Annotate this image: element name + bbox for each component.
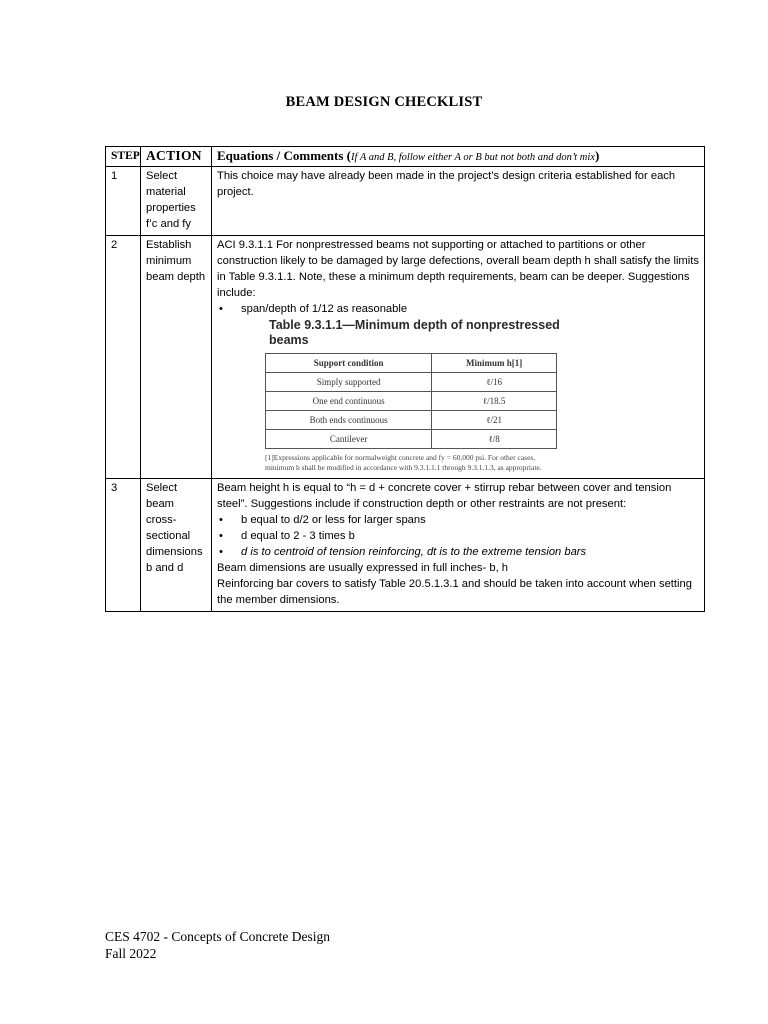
comment-text: Beam height h is equal to “h = d + concrete cover + stirrup rebar between cover and tension steel”. Suggestions include if construction depth or other restraints are not present: xyxy=(217,482,672,510)
minimum-h-header: Minimum h[1] xyxy=(432,354,557,373)
comment-text: Beam dimensions are usually expressed in full inches- b, h xyxy=(217,562,509,574)
table-row xyxy=(106,167,705,236)
step-cell: 2 xyxy=(106,236,141,479)
table-row xyxy=(106,479,705,612)
suggestion-list xyxy=(217,512,699,560)
table-row xyxy=(106,236,705,479)
figure-footnote: [1]Expressions applicable for normalweight concrete and fy = 60,000 psi. For other cases, minimum h shall be modified in accordance with 9.3.1.1.1 through 9.3.1.1.3, as appropriate. xyxy=(265,453,542,472)
minimum-depth: ℓ/18.5 xyxy=(432,392,557,411)
comment-cell xyxy=(212,479,705,612)
action-header: ACTION xyxy=(141,147,212,167)
figure-row xyxy=(266,392,557,411)
min-depth-table xyxy=(265,353,557,449)
step-header: STEP xyxy=(106,147,141,167)
support-condition: Simply supported xyxy=(266,373,432,392)
list-item: • span/depth of 1/12 as reasonable xyxy=(217,301,699,317)
page-footer xyxy=(105,928,330,962)
equations-header: Equations / Comments (If A and B, follow either A or B but not both and don’t mix) xyxy=(212,147,705,167)
figure-row xyxy=(266,411,557,430)
term: Fall 2022 xyxy=(105,946,157,961)
minimum-depth: ℓ/16 xyxy=(432,373,557,392)
list-item: • d equal to 2 - 3 times b xyxy=(217,528,699,544)
comment-cell xyxy=(212,236,705,479)
step-cell: 3 xyxy=(106,479,141,612)
min-depth-figure xyxy=(265,318,575,473)
figure-row xyxy=(266,430,557,449)
action-cell: Select material properties f’c and fy xyxy=(141,167,212,236)
comment-text: ACI 9.3.1.1 For nonprestressed beams not supporting or attached to partitions or other construction likely to be damaged by large defections, overall beam depth h shall satisfy the limits in Table 9.3.1.1. Note, these a minimum depth requirements, beam can be deeper. Suggestions include: xyxy=(217,239,699,299)
support-condition-header: Support condition xyxy=(266,354,432,373)
comment-cell: This choice may have already been made in the project’s design criteria established for each project. xyxy=(212,167,705,236)
comment-text: Reinforcing bar covers to satisfy Table 20.5.1.3.1 and should be taken into account when setting the member dimensions. xyxy=(217,578,692,606)
suggestion-list xyxy=(217,301,699,317)
header-row xyxy=(106,147,705,167)
equations-header-note: If A and B, follow either A or B but not both and don’t mix xyxy=(351,152,595,163)
page-title: BEAM DESIGN CHECKLIST xyxy=(285,94,483,110)
action-cell: Select beam cross-sectional dimensions b and d xyxy=(141,479,212,612)
support-condition: Cantilever xyxy=(266,430,432,449)
support-condition: One end continuous xyxy=(266,392,432,411)
support-condition: Both ends continuous xyxy=(266,411,432,430)
equations-header-label: Equations / Comments xyxy=(217,148,344,163)
minimum-depth: ℓ/8 xyxy=(432,430,557,449)
figure-title: Table 9.3.1.1—Minimum depth of nonprestressed beams xyxy=(269,318,560,347)
checklist-table xyxy=(105,146,705,612)
minimum-depth: ℓ/21 xyxy=(432,411,557,430)
action-cell: Establish minimum beam depth xyxy=(141,236,212,479)
course-name: CES 4702 - Concepts of Concrete Design xyxy=(105,929,330,944)
list-item: • d is to centroid of tension reinforcing, dt is to the extreme tension bars xyxy=(217,544,699,560)
step-cell: 1 xyxy=(106,167,141,236)
figure-row xyxy=(266,373,557,392)
list-item: • b equal to d/2 or less for larger spans xyxy=(217,512,699,528)
